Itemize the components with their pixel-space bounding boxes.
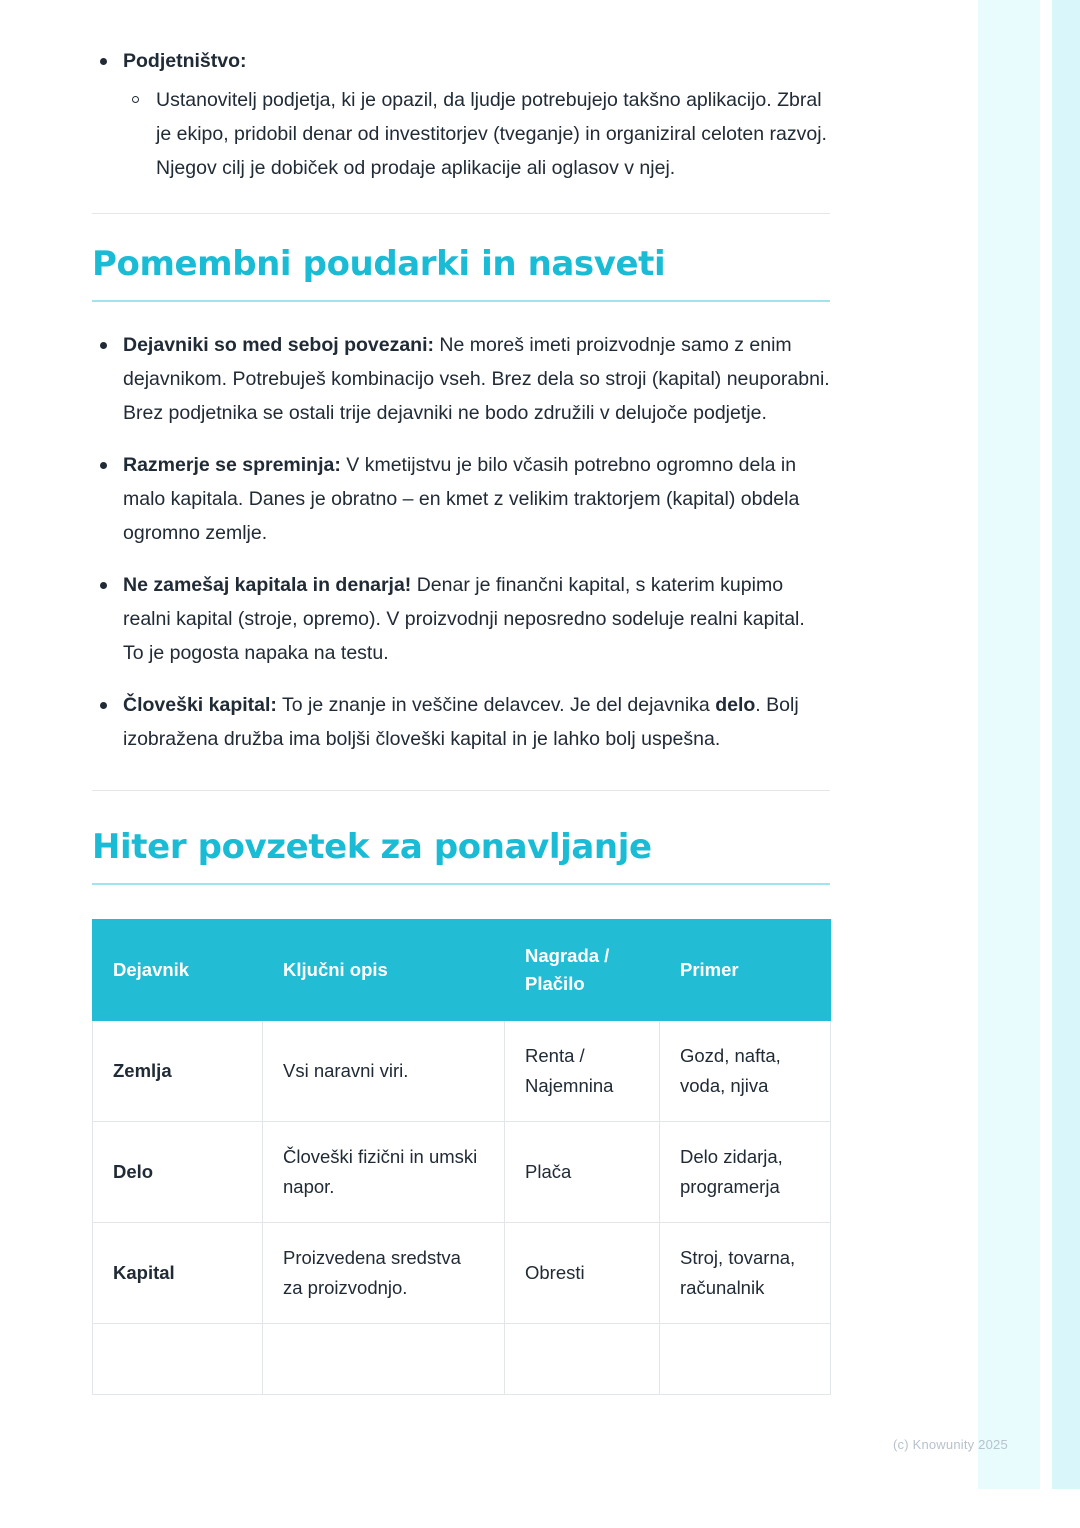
table-row-partial xyxy=(93,1324,831,1395)
entrepreneurship-sublist xyxy=(123,83,830,185)
table-cell: Plača xyxy=(505,1122,660,1223)
section-underline-summary xyxy=(92,883,830,885)
page-edge-strip-light xyxy=(978,0,1040,1528)
table-cell: Delo zidarja, programerja xyxy=(660,1122,831,1223)
table-column-header: Nagrada / Plačilo xyxy=(505,920,660,1021)
tip-text-tail: . Bolj izobražena družba ima boljši človeški kapital in je lahko bolj uspešna. xyxy=(123,694,799,750)
tip-text: Denar je finančni kapital, s katerim kupimo realni kapital (stroje, opremo). V proizvodnji neposredno sodeluje realni kapital. To je pogosta napaka na testu. xyxy=(123,574,805,664)
table-cell: Zemlja xyxy=(93,1021,263,1122)
table-cell xyxy=(93,1324,263,1395)
list-item xyxy=(92,328,830,430)
divider xyxy=(92,790,830,791)
entrepreneurship-heading: Podjetništvo: xyxy=(123,50,247,72)
table-row xyxy=(93,1021,831,1122)
table-column-header: Ključni opis xyxy=(263,920,505,1021)
tip-lead: Človeški kapital: xyxy=(123,694,277,716)
table-row xyxy=(93,920,831,1021)
table-column-header: Primer xyxy=(660,920,831,1021)
table-cell: Vsi naravni viri. xyxy=(263,1021,505,1122)
table-cell xyxy=(660,1324,831,1395)
list-item xyxy=(92,568,830,670)
page-edge-strip-dark xyxy=(1052,0,1080,1528)
table-cell: Renta / Najemnina xyxy=(505,1021,660,1122)
table-row xyxy=(93,1122,831,1223)
tip-text: V kmetijstvu je bilo včasih potrebno ogromno dela in malo kapitala. Danes je obratno – en kmet z velikim traktorjem (kapital) obdela ogromno zemlje. xyxy=(123,454,800,544)
divider xyxy=(92,213,830,214)
list-item: Ustanovitelj podjetja, ki je opazil, da ljudje potrebujejo takšno aplikacijo. Zbral je ekipo, pridobil denar od investitorjev (tveganje) in organiziral celoten razvoj. Njegov cilj je dobiček od prodaje aplikacije ali oglasov v njej. xyxy=(123,83,830,185)
tip-lead: Razmerje se spreminja: xyxy=(123,454,341,476)
tip-text: Ne moreš imeti proizvodnje samo z enim dejavnikom. Potrebuješ kombinacijo vseh. Brez dela so stroji (kapital) neuporabni. Brez podjetnika se ostali trije dejavniki ne bodo združili v delujoče podjetje. xyxy=(123,334,830,424)
table-cell: Gozd, nafta, voda, njiva xyxy=(660,1021,831,1122)
list-item xyxy=(92,688,830,756)
table-cell xyxy=(505,1324,660,1395)
document-content xyxy=(92,46,830,1395)
table-row xyxy=(93,1223,831,1324)
table-cell: Proizvedena sredstva za proizvodnjo. xyxy=(263,1223,505,1324)
tip-lead: Dejavniki so med seboj povezani: xyxy=(123,334,435,356)
list-item xyxy=(92,448,830,550)
table-header xyxy=(93,920,831,1021)
section-underline-tips xyxy=(92,300,830,302)
table-cell: Kapital xyxy=(93,1223,263,1324)
table-cell: Stroj, tovarna, računalnik xyxy=(660,1223,831,1324)
table-cell: Obresti xyxy=(505,1223,660,1324)
page-bottom-mask xyxy=(0,1489,1080,1528)
list-item xyxy=(92,46,830,185)
page-edge-gap xyxy=(1040,0,1052,1528)
table-cell: Delo xyxy=(93,1122,263,1223)
table-body xyxy=(93,1021,831,1395)
tips-list xyxy=(92,328,830,756)
summary-table xyxy=(92,919,831,1395)
table-cell: Človeški fizični in umski napor. xyxy=(263,1122,505,1223)
watermark: (c) Knowunity 2025 xyxy=(893,1437,1008,1452)
section-title-tips: Pomembni poudarki in nasveti xyxy=(92,244,666,284)
table-column-header: Dejavnik xyxy=(93,920,263,1021)
table-cell xyxy=(263,1324,505,1395)
entrepreneurship-list xyxy=(92,46,830,185)
tip-text-bold-mid: delo xyxy=(715,694,756,716)
tip-text: To je znanje in veščine delavcev. Je del dejavnika xyxy=(276,694,716,716)
section-title-summary: Hiter povzetek za ponavljanje xyxy=(92,827,652,867)
tip-lead: Ne zamešaj kapitala in denarja! xyxy=(123,574,412,596)
